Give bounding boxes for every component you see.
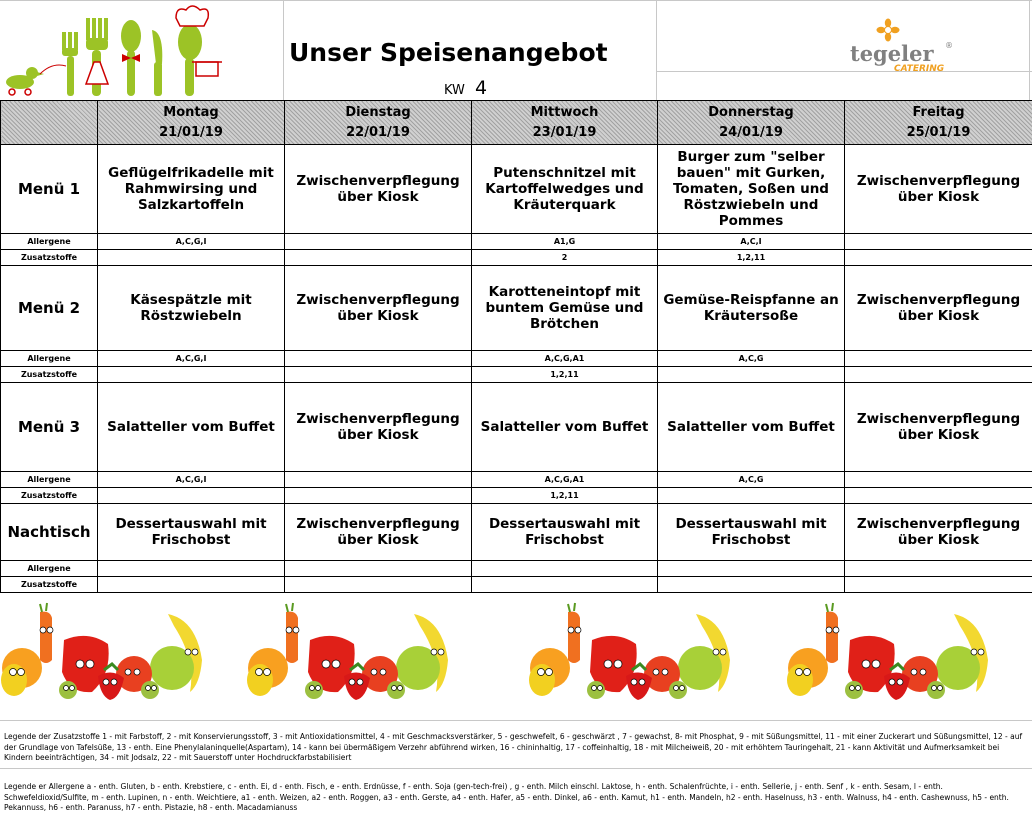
day-header (285, 101, 472, 145)
additives-cell (285, 488, 472, 504)
additives-cell (845, 250, 1032, 266)
allergens-cell (98, 561, 285, 577)
allergens-cell (285, 351, 472, 367)
additives-legend: Legende der Zusatzstoffe 1 - mit Farbstoff, 2 - mit Konservierungsstoff, 3 - mit Antioxidationsmittel, 4 - mit Geschmacksverstärker, 5 - geschwefelt, 6 - geschwärzt , 7 - gewachst, 8- mit Phosphat, 9 - mit Süßungsmittel, 11 - mit einer Zuckerart und Süßungsmittel, 12 - auf der Grundlage von Tafelsüße, 13 - enth. Eine Phenylalaninquelle(Aspartam), 14 - kann bei übermäßigem Verzehr abführend wirken, 16 - chininhaltig, 17 - coffeinhaltig, 18 - mit Milcheiweiß, 20 - mit erhöhtem Tauringehalt, 21 - kann Aktivität und Aufmerksamkeit bei Kindern beeinträchtigen, 34 - mit Jodsalz, 22 - mit Sauerstoff unter Hochdruckfarbstabilisiert (4, 732, 1023, 762)
gridline (1029, 0, 1030, 100)
allergens-cell (845, 472, 1032, 488)
additives-cell (658, 367, 845, 383)
additives-cell (845, 577, 1032, 593)
dish-cell: Zwischenverpflegung über Kiosk (285, 383, 472, 472)
allergens-cell: A,C,G,I (98, 472, 285, 488)
dish-cell: Burger zum "selber bauen" mit Gurken, Tomaten, Soßen und Röstzwiebeln und Pommes (658, 145, 845, 234)
allergens-cell: A,C,G,A1 (472, 472, 658, 488)
dish-cell: Salatteller vom Buffet (658, 383, 845, 472)
additives-cell: 1,2,11 (658, 250, 845, 266)
flower-icon (876, 18, 900, 42)
dish-cell: Dessertauswahl mit Frischobst (98, 504, 285, 561)
additives-label: Zusatzstoffe (1, 367, 98, 383)
gridline (0, 720, 1032, 721)
additives-row (1, 488, 1032, 504)
additives-cell (472, 577, 658, 593)
dish-cell: Karotteneintopf mit buntem Gemüse und Brötchen (472, 266, 658, 351)
day-name: Montag (163, 104, 219, 120)
gridline (0, 768, 1032, 769)
dish-cell: Zwischenverpflegung über Kiosk (285, 504, 472, 561)
day-header (98, 101, 285, 145)
allergens-label: Allergene (1, 561, 98, 577)
allergens-cell (285, 561, 472, 577)
menu-row (1, 266, 1032, 351)
fruit-illustration (0, 600, 1032, 710)
menu-label: Menü 3 (1, 383, 98, 472)
additives-cell (845, 488, 1032, 504)
menu-label: Menü 1 (1, 145, 98, 234)
allergens-row (1, 561, 1032, 577)
allergens-cell: A,C,G,A1 (472, 351, 658, 367)
dish-cell: Zwischenverpflegung über Kiosk (285, 266, 472, 351)
fruit-group (529, 603, 730, 700)
menu-label: Nachtisch (1, 504, 98, 561)
additives-cell (98, 250, 285, 266)
additives-row (1, 577, 1032, 593)
allergens-cell (285, 472, 472, 488)
menu-table (0, 100, 1032, 593)
gridline (656, 71, 1032, 72)
menu-row (1, 383, 1032, 472)
registered-mark: ® (945, 41, 953, 50)
additives-cell (98, 367, 285, 383)
day-header (845, 101, 1032, 145)
additives-cell (285, 367, 472, 383)
dish-cell: Salatteller vom Buffet (98, 383, 285, 472)
day-name: Dienstag (345, 104, 411, 120)
menu-row (1, 145, 1032, 234)
dish-cell: Dessertauswahl mit Frischobst (658, 504, 845, 561)
allergens-row (1, 351, 1032, 367)
day-name: Donnerstag (708, 104, 794, 120)
dish-cell: Zwischenverpflegung über Kiosk (845, 504, 1032, 561)
page-title: Unser Speisenangebot (289, 38, 608, 67)
day-date: 25/01/19 (906, 124, 971, 140)
additives-cell: 2 (472, 250, 658, 266)
dish-cell: Geflügelfrikadelle mit Rahmwirsing und Salzkartoffeln (98, 145, 285, 234)
additives-cell (98, 488, 285, 504)
day-date: 24/01/19 (719, 124, 783, 140)
additives-row (1, 367, 1032, 383)
fruit-group (247, 603, 448, 700)
gridline (283, 0, 284, 100)
tegeler-logo (850, 18, 960, 74)
additives-cell (285, 577, 472, 593)
fruit-group (1, 603, 202, 700)
gridline (0, 0, 1032, 1)
additives-cell (845, 367, 1032, 383)
day-date: 23/01/19 (532, 124, 597, 140)
day-header (658, 101, 845, 145)
allergens-label: Allergene (1, 472, 98, 488)
corner-cell (1, 101, 98, 145)
additives-cell (658, 577, 845, 593)
dish-cell: Dessertauswahl mit Frischobst (472, 504, 658, 561)
allergens-label: Allergene (1, 234, 98, 250)
additives-cell (658, 488, 845, 504)
day-name: Freitag (912, 104, 965, 120)
additives-label: Zusatzstoffe (1, 488, 98, 504)
menu-label: Menü 2 (1, 266, 98, 351)
allergens-cell (658, 561, 845, 577)
allergens-cell: A,C,G,I (98, 351, 285, 367)
allergens-label: Allergene (1, 351, 98, 367)
allergens-cell (845, 234, 1032, 250)
additives-label: Zusatzstoffe (1, 250, 98, 266)
day-date: 22/01/19 (346, 124, 410, 140)
allergens-cell: A,C,G (658, 472, 845, 488)
allergens-cell: A,C,I (658, 234, 845, 250)
dish-cell: Zwischenverpflegung über Kiosk (285, 145, 472, 234)
day-name: Mittwoch (530, 104, 599, 120)
dish-cell: Zwischenverpflegung über Kiosk (845, 266, 1032, 351)
day-date: 21/01/19 (159, 124, 223, 140)
additives-label: Zusatzstoffe (1, 577, 98, 593)
week-label: KW (444, 83, 465, 98)
allergens-cell: A,C,G,I (98, 234, 285, 250)
brand-sub: CATERING (894, 64, 945, 74)
dish-cell: Salatteller vom Buffet (472, 383, 658, 472)
fruit-group (787, 603, 988, 700)
additives-row (1, 250, 1032, 266)
additives-cell (285, 250, 472, 266)
dish-cell: Zwischenverpflegung über Kiosk (845, 145, 1032, 234)
cutlery-illustration (0, 2, 240, 98)
day-header (472, 101, 658, 145)
day-header-row (1, 101, 1032, 145)
dish-cell: Gemüse-Reispfanne an Kräutersoße (658, 266, 845, 351)
gridline (656, 0, 657, 100)
allergens-cell: A,C,G (658, 351, 845, 367)
dish-cell: Käsespätzle mit Röstzwiebeln (98, 266, 285, 351)
week-number: 4 (475, 77, 488, 99)
allergens-row (1, 234, 1032, 250)
dish-cell: Zwischenverpflegung über Kiosk (845, 383, 1032, 472)
allergens-cell (472, 561, 658, 577)
allergens-cell: A1,G (472, 234, 658, 250)
dish-cell: Putenschnitzel mit Kartoffelwedges und Kräuterquark (472, 145, 658, 234)
allergens-cell (285, 234, 472, 250)
allergens-row (1, 472, 1032, 488)
additives-cell: 1,2,11 (472, 367, 658, 383)
allergens-cell (845, 351, 1032, 367)
brand-name: tegeler (850, 41, 934, 66)
additives-cell (98, 577, 285, 593)
additives-cell: 1,2,11 (472, 488, 658, 504)
allergens-legend: Legende er Allergene a - enth. Gluten, b - enth. Krebstiere, c - enth. Ei, d - enth. Fisch, e - enth. Erdnüsse, f - enth. Soja (gen-tech-frei) , g - enth. Milch einschl. Laktose, h - enth. Schalenfrüchte, i - enth. Sellerie, j - enth. Senf , k - enth. Sesam, l - enth. Schwefeldioxid/Sulfite, m - enth. Lupinen, n - enth. Weichtiere, a1 - enth. Weizen, a2 - enth. Roggen, a3 - enth. Gerste, a4 - enth. Hafer, a5 - enth. Dinkel, a6 - enth. Kamut, h1 - enth. Mandeln, h2 - enth. Haselnuss, h3 - enth. Walnuss, h4 - enth. Cashewnuss, h5 - enth. Pekannuss, h6 - enth. Paranuss, h7 - enth. Pistazie, h8 - enth. Macadamianuss (4, 782, 1009, 812)
menu-row (1, 504, 1032, 561)
allergens-cell (845, 561, 1032, 577)
